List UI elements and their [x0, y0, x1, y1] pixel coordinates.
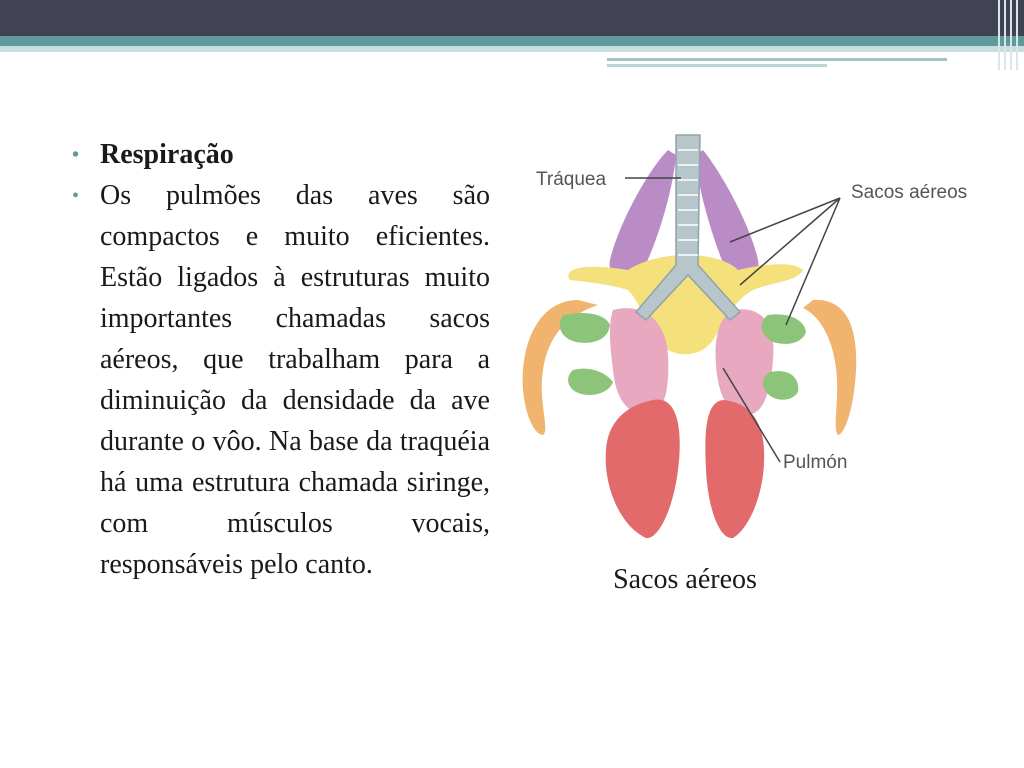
air-sac-orange-right [803, 300, 856, 435]
header-dark-band [0, 0, 1024, 36]
bullet-item-body [72, 175, 490, 585]
bullet-text-body: Os pulmões das aves são compactos e muito eficientes. Estão ligados à estruturas muito importantes chamadas sacos aéreos, que trabalham para a diminuição da densidade da ave durante o vôo. Na base da traquéia há uma estrutura chamada siringe, com músculos vocais, responsáveis pelo canto. [100, 180, 490, 580]
bullet-text-heading: Respiração [100, 139, 234, 170]
air-sac-green-lower-left [568, 369, 613, 395]
label-air-sacs: Sacos aéreos [851, 182, 968, 203]
air-sac-green-lower-right [763, 371, 798, 400]
header-accent-rule [607, 58, 947, 61]
figure-caption: Sacos aéreos [613, 564, 757, 595]
air-sac-green-upper-left [560, 313, 610, 343]
bullet-item-heading [72, 134, 490, 175]
label-lung: Pulmón [783, 452, 848, 473]
label-trachea: Tráquea [536, 169, 607, 190]
bullet-dot-icon: • [72, 185, 80, 207]
header-accent-rule-secondary [607, 64, 827, 67]
bullet-list [72, 134, 490, 585]
bullet-dot-icon: • [72, 144, 80, 166]
header-light-band [0, 46, 1024, 52]
air-sac-red-left [606, 400, 680, 539]
air-sacs-diagram [518, 130, 998, 560]
header-teal-band [0, 36, 1024, 46]
corner-decoration [984, 0, 1024, 70]
